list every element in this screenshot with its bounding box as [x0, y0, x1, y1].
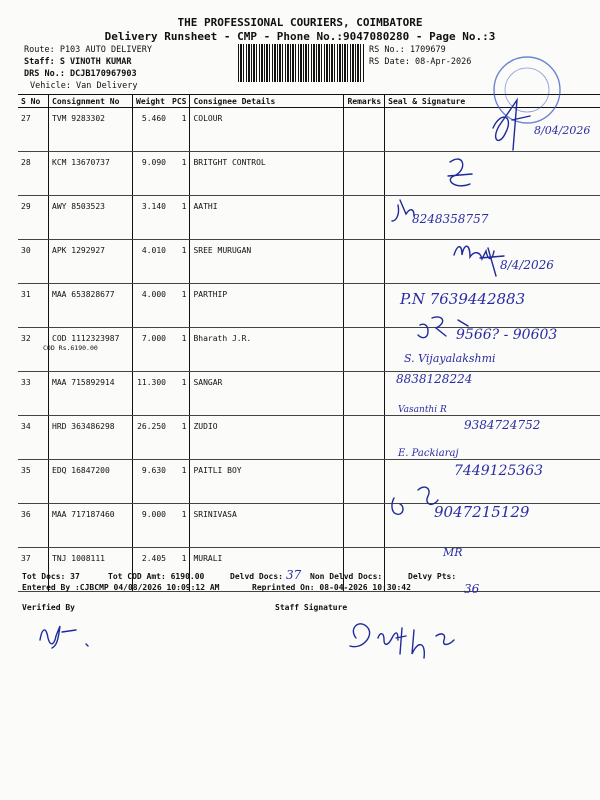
cell-pcs: 1: [169, 152, 190, 196]
cell-weight: 9.000: [133, 504, 170, 548]
cell-pcs: 1: [169, 460, 190, 504]
cell-consignment: TNJ 1008111: [49, 548, 133, 592]
cell-sno: 28: [18, 152, 49, 196]
staff-signature-label: Staff Signature: [275, 603, 348, 612]
hw-delivery-points: 36: [464, 582, 480, 596]
hw-row32-phone: 9566? - 90603: [456, 327, 558, 343]
cell-consignment: TVM 9283302: [49, 108, 133, 152]
cell-pcs: 1: [169, 372, 190, 416]
signature-verified: [40, 626, 88, 648]
hw-row31-phone: P.N 7639442883: [400, 290, 526, 308]
hw-row30-date: 8/4/2026: [500, 258, 554, 272]
signature-row28: [448, 159, 472, 186]
hw-row34-phone: 9384724752: [464, 418, 541, 432]
cell-consignment: APK 1292927: [49, 240, 133, 284]
cell-weight: 5.460: [133, 108, 170, 152]
cell-weight: 9.090: [133, 152, 170, 196]
cell-consignment: HRD 363486298: [49, 416, 133, 460]
cell-pcs: 1: [169, 240, 190, 284]
hw-delivered-count: 37: [286, 568, 302, 582]
signature-row36: [392, 487, 438, 514]
cell-consignee: AATHI: [190, 196, 344, 240]
cell-consignee: ZUDIO: [190, 416, 344, 460]
signature-row29: [392, 200, 414, 221]
hw-row36-phone: 9047215129: [434, 503, 530, 521]
cell-weight: 4.010: [133, 240, 170, 284]
hw-row27-date: 8/04/2026: [534, 124, 591, 137]
cell-weight: 3.140: [133, 196, 170, 240]
hw-row35-name: E. Packiaraj: [398, 448, 459, 459]
cell-pcs: 1: [169, 108, 190, 152]
cell-consignment: MAA 717187460: [49, 504, 133, 548]
reprinted-on: Reprinted On: 08-04-2026 10:30:42: [252, 583, 411, 592]
cell-sno: 30: [18, 240, 49, 284]
company-title: THE PROFESSIONAL COURIERS, COIMBATORE: [177, 16, 423, 29]
total-docs: Tot Docs: 37: [22, 572, 80, 581]
cell-sno: 37: [18, 548, 49, 592]
col-consignment: Consignment No: [49, 95, 133, 108]
cell-sno: 33: [18, 372, 49, 416]
hw-row34-name: Vasanthi R: [398, 405, 447, 415]
cell-consignment: MAA 653828677: [49, 284, 133, 328]
cell-consignee: PARTHIP: [190, 284, 344, 328]
cell-consignment: EDQ 16847200: [49, 460, 133, 504]
vehicle-label: Vehicle: Van Delivery: [30, 81, 138, 91]
hw-row33-name: S. Vijayalakshmi: [404, 352, 496, 365]
staff-label: Staff: S VINOTH KUMAR: [24, 57, 132, 67]
hw-row29-phone: 8248358757: [412, 212, 489, 226]
cell-sno: 34: [18, 416, 49, 460]
cell-consignee: MURALI: [190, 548, 344, 592]
cell-pcs: 1: [169, 196, 190, 240]
runsheet-subtitle: Delivery Runsheet - CMP - Phone No.:9047080280 - Page No.:3: [104, 30, 496, 43]
cell-consignment: MAA 715892914: [49, 372, 133, 416]
cell-consignee: PAITLI BOY: [190, 460, 344, 504]
cell-consignee: Bharath J.R.: [190, 328, 344, 372]
cell-consignee: SRINIVASA: [190, 504, 344, 548]
total-cod-amount: Tot COD Amt: 6190.00: [108, 572, 205, 581]
cell-consignment: COD 1112323987: [49, 328, 133, 372]
cell-pcs: 1: [169, 284, 190, 328]
route-label: Route: P103 AUTO DELIVERY: [24, 45, 152, 55]
signature-row30: [454, 246, 504, 276]
cell-consignment: AWY 8503523: [49, 196, 133, 240]
cell-consignee: SANGAR: [190, 372, 344, 416]
cell-consignee: COLOUR: [190, 108, 344, 152]
cell-consignee: BRITGHT CONTROL: [190, 152, 344, 196]
drs-number: DRS No.: DCJB170967903: [24, 69, 137, 79]
cell-consignee: SREE MURUGAN: [190, 240, 344, 284]
col-sno: S No: [18, 95, 49, 108]
delivery-points-label: Delvy Pts:: [408, 572, 457, 581]
cell-sno: 35: [18, 460, 49, 504]
col-seal-signature: Seal & Signature: [385, 95, 600, 108]
col-remarks: Remarks: [344, 95, 385, 108]
cell-sno: 36: [18, 504, 49, 548]
cell-weight: 2.405: [133, 548, 170, 592]
hw-row37-initials: MR: [443, 546, 463, 559]
cod-note: COD Rs.6190.00: [43, 344, 98, 352]
cell-pcs: 1: [169, 328, 190, 372]
cell-pcs: 1: [169, 548, 190, 592]
cell-pcs: 1: [169, 504, 190, 548]
cell-sno: 29: [18, 196, 49, 240]
col-consignee: Consignee Details: [190, 95, 344, 108]
entered-by: Entered By :CJBCMP 04/08/2026 10:09:12 AM: [22, 583, 220, 592]
cell-weight: 4.000: [133, 284, 170, 328]
rs-number: RS No.: 1709679: [369, 45, 446, 55]
cell-weight: 9.630: [133, 460, 170, 504]
verified-by-label: Verified By: [22, 603, 75, 612]
cell-weight: 7.000: [133, 328, 170, 372]
signature-staff: [350, 624, 454, 658]
cell-sno: 32: [18, 328, 49, 372]
shop-stamp: [494, 57, 560, 123]
hw-row33-phone: 8838128224: [396, 372, 473, 386]
col-pcs: PCS: [169, 95, 190, 108]
col-weight: Weight: [133, 95, 170, 108]
rs-date: RS Date: 08-Apr-2026: [369, 57, 472, 67]
cell-sno: 27: [18, 108, 49, 152]
cell-weight: 11.300: [133, 372, 170, 416]
cell-sno: 31: [18, 284, 49, 328]
cell-consignment: KCM 13670737: [49, 152, 133, 196]
cell-weight: 26.250: [133, 416, 170, 460]
delivered-docs-label: Delvd Docs:: [230, 572, 283, 581]
non-delivered-docs-label: Non Delvd Docs:: [310, 572, 383, 581]
hw-row35-phone: 7449125363: [454, 463, 544, 479]
cell-pcs: 1: [169, 416, 190, 460]
